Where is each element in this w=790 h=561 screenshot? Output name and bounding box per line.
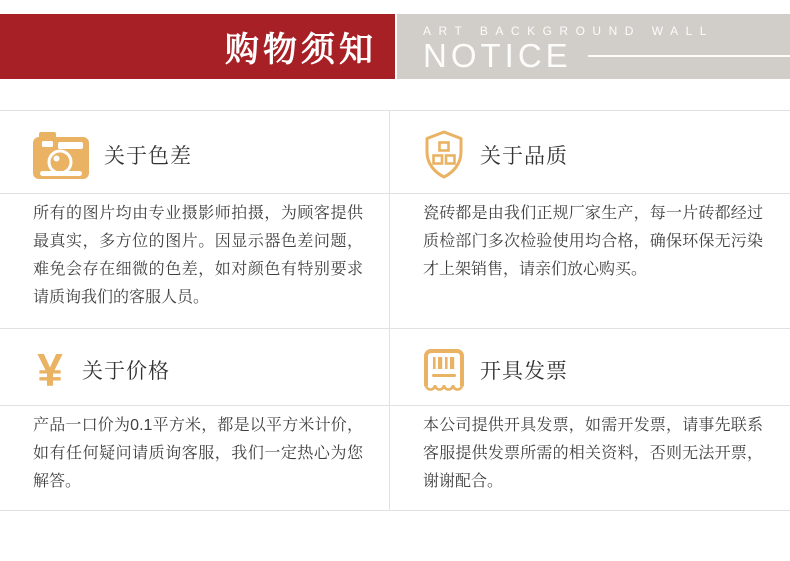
section-quality-body: 瓷砖都是由我们正规厂家生产，每一片砖都经过质检部门多次检验使用均合格，确保环保无污染才上架销售，请亲们放心购买。 xyxy=(423,205,763,278)
section-title: 关于价格 xyxy=(82,360,170,383)
header-subtitle-top: ART BACKGROUND WALL xyxy=(423,24,714,38)
camera-icon xyxy=(33,132,89,179)
section-color-difference-body: 所有的图片均由专业摄影师拍摄，为顾客提供最真实，多方位的图片。因显示器色差问题，难免会存在细微的色差，如对颜色有特别要求请质询我们的客服人员。 xyxy=(0,194,390,328)
header-title-banner xyxy=(0,14,395,79)
section-price-body: 产品一口价为0.1平方米，都是以平方米计价，如有任何疑问请质询客服，我们一定热心为您解答。 xyxy=(0,406,390,510)
invoice-icon xyxy=(423,348,465,392)
page-header xyxy=(0,14,790,79)
yen-icon: ¥ xyxy=(37,344,63,396)
notice-sections xyxy=(0,110,790,511)
header-rule-line xyxy=(588,55,790,57)
header-subtitle-banner xyxy=(397,14,790,79)
page-title: 购物须知 xyxy=(225,31,377,69)
section-title: 关于色差 xyxy=(104,145,192,168)
section-invoice-header xyxy=(390,329,789,405)
section-title: 开具发票 xyxy=(480,360,568,383)
quality-shield-icon xyxy=(423,130,465,180)
section-invoice-body: 本公司提供开具发票，如需开发票，请事先联系客服提供发票所需的相关资料，否则无法开票，谢谢配合。 xyxy=(423,417,763,490)
section-title: 关于品质 xyxy=(480,145,568,168)
section-price-header xyxy=(0,329,390,405)
section-quality-header xyxy=(390,111,789,193)
section-color-difference-header xyxy=(0,111,390,193)
header-subtitle-main: NOTICE xyxy=(423,37,572,74)
